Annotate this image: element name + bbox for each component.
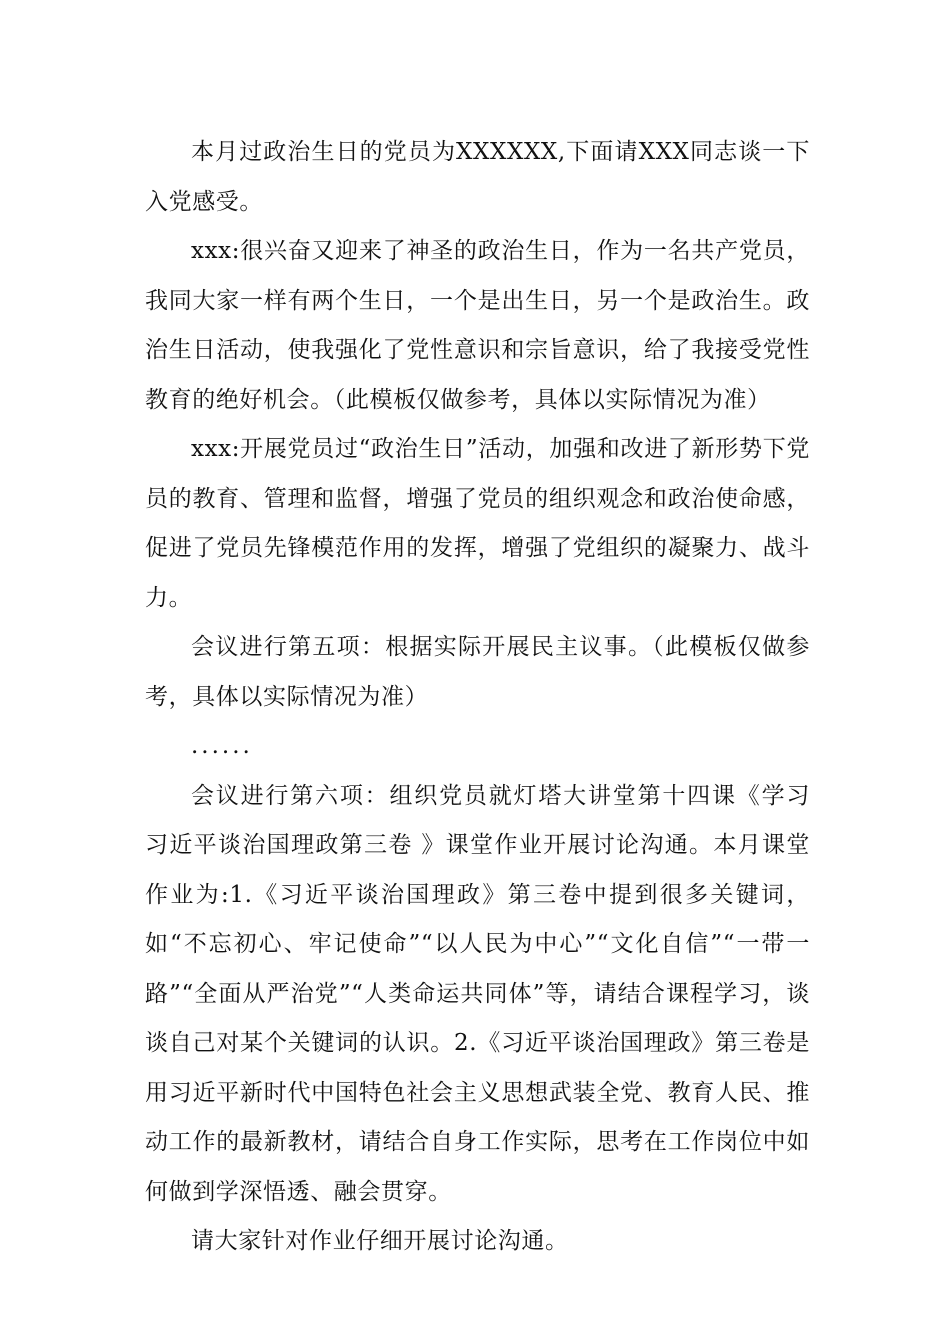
paragraph-member-speech-2: xxx:开展党员过“政治生日”活动，加强和改进了新形势下党员的教育、管理和监督，增强了党员的组织观念和政治使命感，促进了党员先锋模范作用的发挥，增强了党组织的凝聚力、战斗力。 xyxy=(145,436,810,611)
paragraph-member-speech-1: xxx:很兴奋又迎来了神圣的政治生日，作为一名共产党员，我同大家一样有两个生日，一个是出生日，另一个是政治生。政治生日活动，使我强化了党性意识和宗旨意识，给了我接受党性教育的绝好机会。（此模板仅做参考，具体以实际情况为准） xyxy=(145,238,810,413)
paragraph-agenda-item-6: 会议进行第六项：组织党员就灯塔大讲堂第十四课《学习 习近平谈治国理政第三卷 》课堂作业开展讨论沟通。本月课堂作业为:1.《习近平谈治国理政》第三卷中提到很多关键词，如“不忘初心、牢记使命”“以人民为中心”“文化自信”“一带一路”“全面从严治党”“人类命运共同体”等，请结合课程学习，谈谈自己对某个关键词的认识。2.《习近平谈治国理政》第三卷是用习近平新时代中国特色社会主义思想武装全党、教育人民、推动工作的最新教材，请结合自身工作实际，思考在工作岗位中如何做到学深悟透、融会贯穿。 xyxy=(145,782,810,1205)
document-body xyxy=(145,128,810,1267)
paragraph-discussion-call: 请大家针对作业仔细开展讨论沟通。 xyxy=(191,1228,569,1254)
ellipsis-line: ...... xyxy=(191,733,253,759)
paragraph-agenda-item-5: 会议进行第五项：根据实际开展民主议事。（此模板仅做参考，具体以实际情况为准） xyxy=(145,634,810,710)
paragraph-birthday-intro: 本月过政治生日的党员为XXXXXX,下面请XXX同志谈一下入党感受。 xyxy=(145,139,810,215)
